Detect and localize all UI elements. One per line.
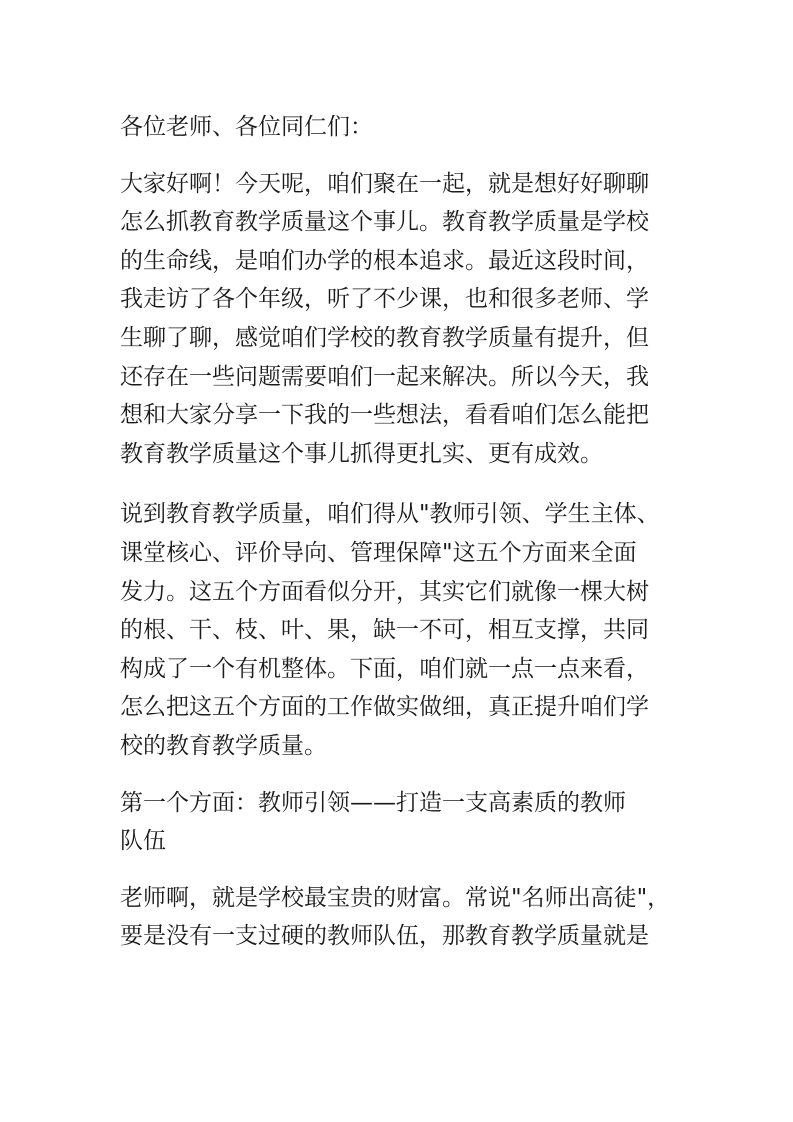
- text-line: 各位老师、各位同仁们：: [120, 114, 373, 140]
- text-line: 的根、干、枝、叶、果，缺一不可，相互支撑，共同: [120, 617, 649, 644]
- text-line: 说到教育教学质量，咱们得从"教师引领、学生主体、: [120, 501, 660, 528]
- text-line: 老师啊，就是学校最宝贵的财富。常说"名师出高徒"，: [120, 884, 671, 911]
- text-line: 怎么抓教育教学质量这个事儿。教育教学质量是学校: [120, 209, 649, 236]
- text-line: 想和大家分享一下我的一些想法，看看咱们怎么能把: [120, 402, 649, 429]
- text-line: 的生命线，是咱们办学的根本追求。最近这段时间，: [120, 247, 649, 274]
- text-line: 课堂核心、评价导向、管理保障"这五个方面来全面: [120, 539, 637, 566]
- paragraph-teachers: [120, 879, 680, 956]
- text-line: 构成了一个有机整体。下面，咱们就一点一点来看，: [120, 655, 649, 682]
- text-line: 大家好啊！今天呢，咱们聚在一起，就是想好好聊聊: [120, 170, 649, 197]
- text-line: 要是没有一支过硬的教师队伍，那教育教学质量就是: [120, 923, 649, 950]
- section-heading: [120, 784, 680, 861]
- text-line: 校的教育教学质量。: [120, 732, 327, 759]
- text-line: 发力。这五个方面看似分开，其实它们就像一棵大树: [120, 578, 649, 605]
- text-line: 怎么把这五个方面的工作做实做细，真正提升咱们学: [120, 694, 649, 721]
- heading-line: 队伍: [120, 828, 166, 855]
- paragraph-opening: [120, 165, 680, 474]
- paragraph-overview: [120, 495, 680, 765]
- heading-line: 第一个方面：教师引领——打造一支高素质的教师: [120, 789, 626, 816]
- text-line: 我走访了各个年级，听了不少课，也和很多老师、学: [120, 286, 649, 313]
- text-line: 还存在一些问题需要咱们一起来解决。所以今天，我: [120, 363, 649, 390]
- text-line: 教育教学质量这个事儿抓得更扎实、更有成效。: [120, 440, 603, 467]
- text-line: 生聊了聊，感觉咱们学校的教育教学质量有提升，但: [120, 324, 649, 351]
- document-body: [120, 108, 680, 956]
- salutation: [120, 108, 680, 147]
